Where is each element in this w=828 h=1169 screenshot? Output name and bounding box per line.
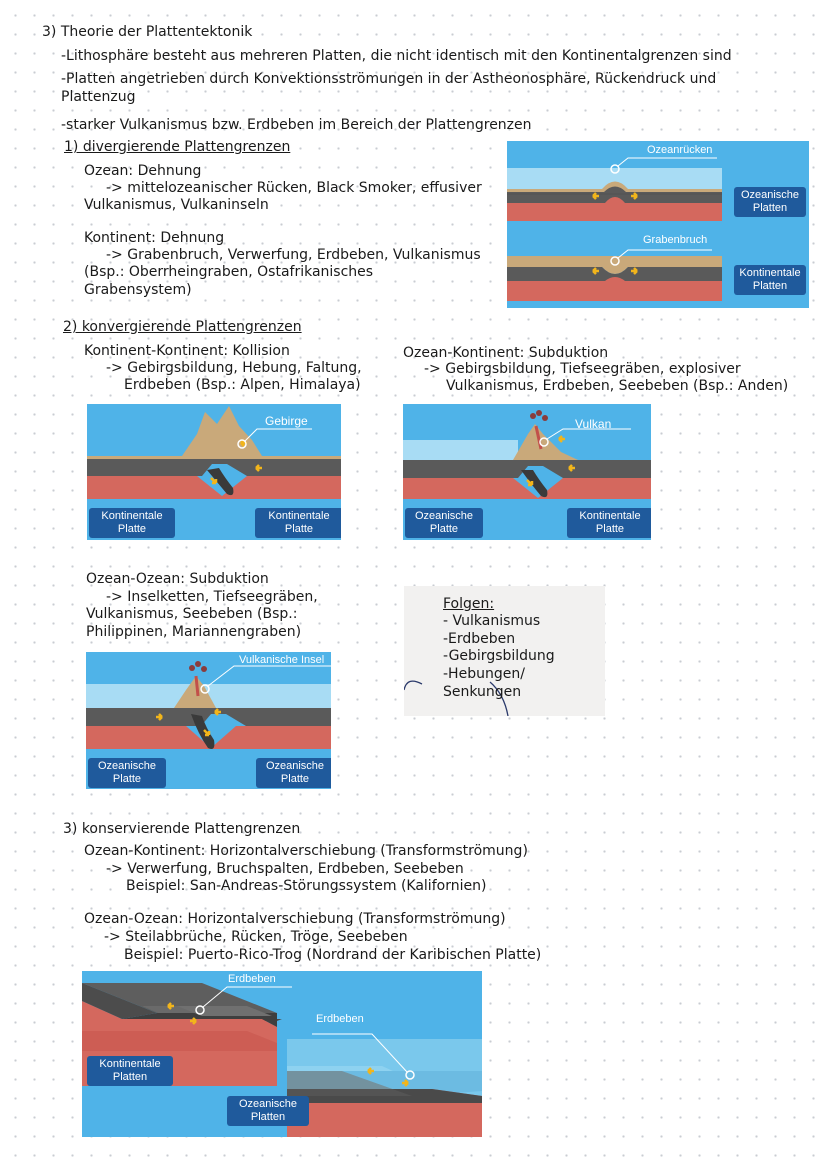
label-erdbeben-2: Erdbeben	[316, 1013, 364, 1025]
tag-continental-plates: Kontinentale Platten	[734, 265, 806, 295]
consequence-item: - Vulkanismus	[443, 613, 541, 629]
oo-l1: -> Inselketten, Tiefseegräben,	[106, 589, 318, 605]
oo-head: Ozean-Ozean: Subduktion	[86, 571, 269, 587]
oo-l2: Vulkanismus, Seebeben (Bsp.:	[86, 606, 298, 622]
label-vulkan: Vulkan	[575, 417, 612, 431]
cons-ok-l2: Beispiel: San-Andreas-Störungssystem (Kalifornien)	[126, 878, 487, 894]
consequences-title	[443, 596, 494, 614]
cons-oo-head: Ozean-Ozean: Horizontalverschiebung (Transformströmung)	[84, 911, 506, 927]
tag-oceanic-left: Ozeanische Platte	[88, 758, 166, 788]
consequences-title-text: Folgen:	[443, 596, 495, 612]
tag-continental-left: Kontinentale Platte	[89, 508, 175, 538]
consequence-item: Senkungen	[443, 684, 522, 700]
cons-oo-l2: Beispiel: Puerto-Rico-Trog (Nordrand der Karibischen Platte)	[124, 947, 542, 963]
label-ozeanruecken: Ozeanrücken	[647, 144, 713, 156]
ok-head: Ozean-Kontinent: Subduktion	[403, 345, 609, 361]
intro-line-1: -Lithosphäre besteht aus mehreren Platten, die nicht identisch mit den Kontinentalgrenzen sind	[61, 48, 732, 64]
subduction-oo-figure	[86, 652, 331, 789]
consequence-item: -Hebungen/	[443, 666, 525, 682]
div-cont-l1: -> Grabenbruch, Verwerfung, Erdbeben, Vulkanismus	[106, 247, 481, 263]
intro-line-2b: Plattenzug	[61, 89, 136, 105]
divergent-title-text: 1) divergierende Plattengrenzen	[64, 139, 291, 155]
kk-l1: -> Gebirgsbildung, Hebung, Faltung,	[106, 360, 362, 376]
tag-continental-plates: Kontinentale Platten	[87, 1056, 173, 1086]
cons-ok-head: Ozean-Kontinent: Horizontalverschiebung (Transformströmung)	[84, 843, 528, 859]
div-cont-head: Kontinent: Dehnung	[84, 230, 225, 246]
label-gebirge: Gebirge	[265, 414, 308, 428]
ok-l1: -> Gebirgsbildung, Tiefseegräben, explosiver	[424, 361, 741, 377]
tag-oceanic-plates: Ozeanische Platten	[734, 187, 806, 217]
div-cont-l3: Grabensystem)	[84, 282, 192, 298]
tag-continental-right: Kontinentale Platte	[255, 508, 341, 538]
convergent-title	[63, 319, 302, 337]
consequence-item: -Erdbeben	[443, 631, 516, 647]
ok-l2: Vulkanismus, Erdbeben, Seebeben (Bsp.: Anden)	[446, 378, 789, 394]
kk-l2: Erdbeben (Bsp.: Alpen, Himalaya)	[124, 377, 361, 393]
divergent-figure	[507, 141, 809, 308]
conservative-title: 3) konservierende Plattengrenzen	[63, 821, 301, 837]
cons-ok-l1: -> Verwerfung, Bruchspalten, Erdbeben, Seebeben	[106, 861, 464, 877]
tag-oceanic-plates: Ozeanische Platten	[227, 1096, 309, 1126]
convergent-title-text: 2) konvergierende Plattengrenzen	[63, 319, 302, 335]
cons-oo-l1: -> Steilabbrüche, Rücken, Tröge, Seebeben	[104, 929, 408, 945]
intro-line-2a: -Platten angetrieben durch Konvektionsströmungen in der Astheonosphäre, Rückendruck und	[61, 71, 717, 87]
tag-continental-right: Kontinentale Platte	[567, 508, 651, 538]
label-erdbeben-1: Erdbeben	[228, 973, 276, 985]
tag-oceanic-left: Ozeanische Platte	[405, 508, 483, 538]
intro-line-3: -starker Vulkanismus bzw. Erdbeben im Bereich der Plattengrenzen	[61, 117, 532, 133]
collision-figure	[87, 404, 341, 540]
kk-head: Kontinent-Kontinent: Kollision	[84, 343, 290, 359]
tag-oceanic-right: Ozeanische Platte	[256, 758, 331, 788]
div-cont-l2: (Bsp.: Oberrheingraben, Ostafrikanisches	[84, 264, 374, 280]
divergent-title	[64, 139, 290, 157]
label-vulkanische-insel: Vulkanische Insel	[239, 654, 325, 666]
div-ocean-head: Ozean: Dehnung	[84, 163, 202, 179]
div-ocean-l2: Vulkanismus, Vulkaninseln	[84, 197, 269, 213]
page-title: 3) Theorie der Plattentektonik	[42, 24, 253, 40]
transform-figure	[82, 971, 482, 1137]
consequence-item: -Gebirgsbildung	[443, 648, 555, 664]
subduction-oc-figure	[403, 404, 651, 540]
div-ocean-l1: -> mittelozeanischer Rücken, Black Smoker, effusiver	[106, 180, 482, 196]
label-grabenbruch: Grabenbruch	[643, 234, 708, 246]
oo-l3: Philippinen, Mariannengraben)	[86, 624, 302, 640]
